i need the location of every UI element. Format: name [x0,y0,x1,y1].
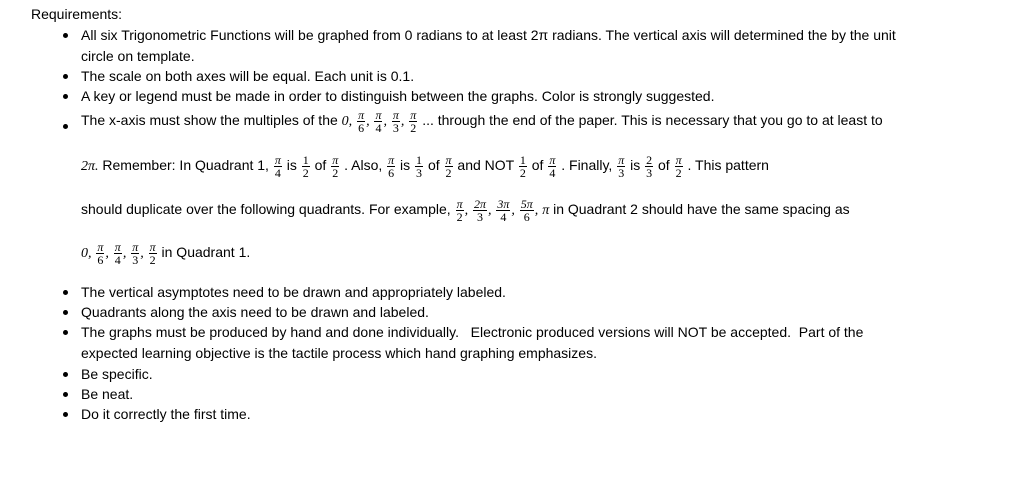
bullet-7-line-1: The graphs must be produced by hand and done individually. Electronic produced versions will NOT be accepted. Part of the [81,324,864,340]
text-segment: of [427,157,444,174]
sequence-start: 0, [341,114,353,130]
fraction-pi-over-3: $\frac{\pi}{3}$ [392,108,399,135]
fraction-two-thirds: $\frac{2}{3}$ [646,153,653,180]
text-segment: is [286,157,301,174]
fraction-pi-over-3: $\frac{\pi}{3}$ [618,153,625,180]
fraction-pi-over-2: $\frac{\pi}{2}$ [445,153,452,180]
bullet-4-row-1: The x-axis must show the multiples of the 0, $\frac{\pi}{6}$ , $\frac{\pi}{4}$ , $\frac{\pi}{3}$ , $\frac{\pi}{2}$ ... through the end of the paper. This is necessary that you go to at least to [81,108,883,135]
bullet-4-row-4: 0, $\frac{\pi}{6}$ , $\frac{\pi}{4}$ , $\frac{\pi}{3}$ , $\frac{\pi}{2}$ in Quadrant 1. [81,240,251,267]
bullet-dot [63,412,68,417]
ellipsis: ... [422,112,434,129]
text-segment: in Quadrant 1. [161,244,251,261]
bullet-4-row-3: should duplicate over the following quadrants. For example, $\frac{\pi}{2}$ , $\frac{2\pi}{3}$ , $\frac{3\pi}{4}$ , $\frac{5\pi}{6}$ , π in Quadrant 2 should have the same spacing as [81,197,850,224]
fraction-3pi-over-4: $\frac{3\pi}{4}$ [497,197,510,224]
text-segment: of [531,157,548,174]
text-segment: of [658,157,674,174]
fraction-pi-over-2: $\frac{\pi}{2}$ [410,108,417,135]
bullet-6-text: Quadrants along the axis need to be drawn and labeled. [81,304,429,320]
two-pi: 2π. [81,159,99,175]
bullet-1-line-1: All six Trigonometric Functions will be graphed from 0 radians to at least 2π radians. The vertical axis will determined the by the unit [81,27,896,43]
text-segment: . This pattern [687,157,769,174]
bullet-dot [63,330,68,335]
fraction-pi-over-2: $\frac{\pi}{2}$ [456,197,463,224]
text-segment: . Finally, [561,157,617,174]
fraction-pi-over-4: $\frac{\pi}{4}$ [375,108,382,135]
bullet-1-line-2: circle on template. [81,48,195,64]
bullet-4-intro-tail: through the end of the paper. This is necessary that you go to at least to [437,112,883,129]
fraction-pi-over-6: $\frac{\pi}{6}$ [388,153,395,180]
bullet-4-intro-text: The x-axis must show the multiples of the [81,112,342,129]
fraction-pi-over-4: $\frac{\pi}{4}$ [549,153,556,180]
text-segment: and NOT [457,157,518,174]
text-segment: Remember: In Quadrant 1, [102,157,273,174]
text-segment: should duplicate over the following quadrants. For example, [81,201,455,218]
bullet-dot [63,74,68,79]
bullet-7-line-2: expected learning objective is the tactile process which hand graphing emphasizes. [81,345,597,361]
bullet-2-text: The scale on both axes will be equal. Each unit is 0.1. [81,68,415,84]
fraction-pi-over-2: $\frac{\pi}{2}$ [149,240,156,267]
fraction-5pi-over-6: $\frac{5\pi}{6}$ [520,197,533,224]
fraction-pi-over-6: $\frac{\pi}{6}$ [97,240,104,267]
fraction-pi-over-4: $\frac{\pi}{4}$ [274,153,281,180]
fraction-2pi-over-3: $\frac{2\pi}{3}$ [473,197,486,224]
bullet-9-text: Be neat. [81,386,134,402]
fraction-pi-over-2: $\frac{\pi}{2}$ [332,153,339,180]
fraction-pi-over-3: $\frac{\pi}{3}$ [132,240,139,267]
bullet-3-text: A key or legend must be made in order to distinguish between the graphs. Color is strongly suggested. [81,88,715,104]
fraction-one-third: $\frac{1}{3}$ [416,153,423,180]
fraction-pi-over-4: $\frac{\pi}{4}$ [114,240,121,267]
text-segment: is [630,157,645,174]
bullet-dot [63,372,68,377]
requirements-heading: Requirements: [31,6,123,22]
text-segment: of [314,157,331,174]
text-segment: . Also, [344,157,387,174]
pi-symbol: π [542,203,550,219]
fraction-one-half: $\frac{1}{2}$ [519,153,526,180]
bullet-dot [63,94,68,99]
bullet-dot [63,124,68,129]
text-segment: is [400,157,415,174]
text-segment: in Quadrant 2 should have the same spacing as [553,201,850,218]
bullet-dot [63,33,68,38]
bullet-4-row-2 [81,154,769,179]
fraction-one-half: $\frac{1}{2}$ [302,153,309,180]
bullet-8-text: Be specific. [81,366,153,382]
fraction-pi-over-6: $\frac{\pi}{6}$ [358,108,365,135]
bullet-dot [63,310,68,315]
sequence-start: 0, [81,246,92,262]
bullet-5-text: The vertical asymptotes need to be drawn and appropriately labeled. [81,284,506,300]
bullet-dot [63,290,68,295]
bullet-dot [63,392,68,397]
fraction-pi-over-2: $\frac{\pi}{2}$ [675,153,682,180]
bullet-10-text: Do it correctly the first time. [81,406,251,422]
